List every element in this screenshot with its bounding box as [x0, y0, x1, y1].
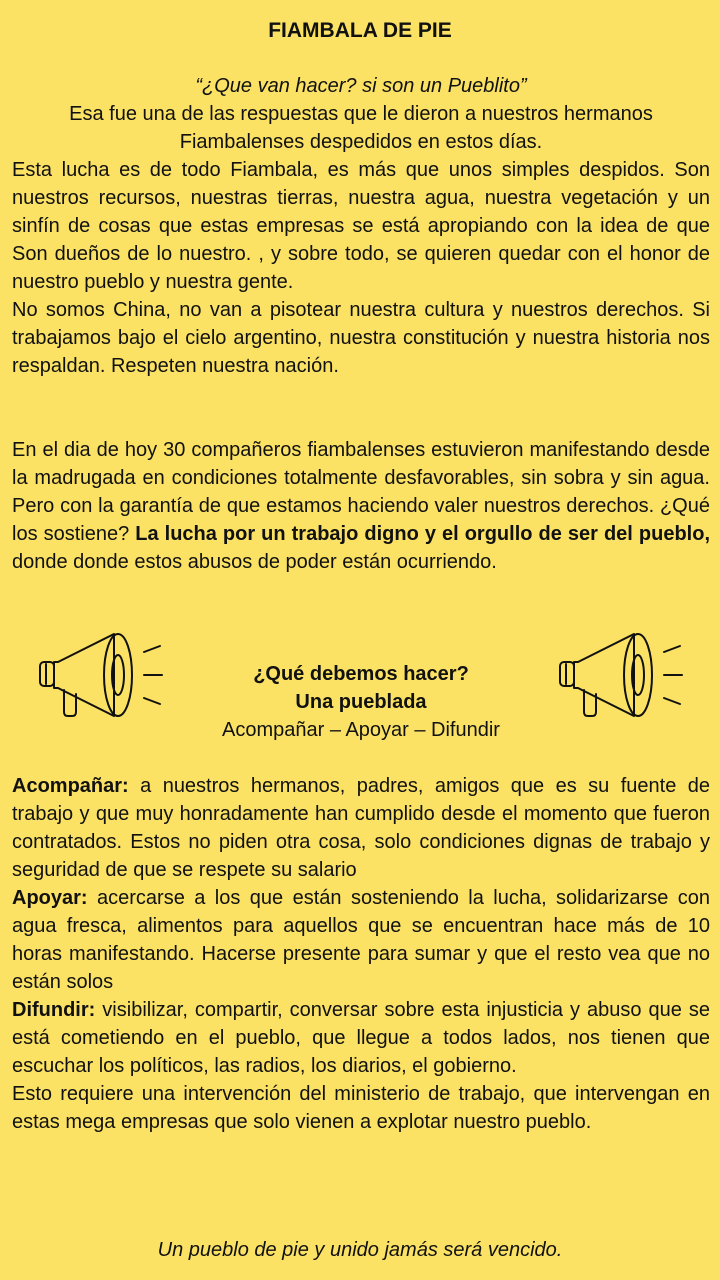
closing-paragraph: Esto requiere una intervención del ministerio de trabajo, que intervengan en estas mega empresas que solo vienen a explotar nuestro pueblo.: [12, 1083, 710, 1133]
action-apoyar-text: acercarse a los que están sosteniendo la lucha, solidarizarse con agua fresca, alimentos para aquellos que se encuentran hace más de 10 horas manifestando. Hacerse presente para sumar y que el resto vea que no están solos: [12, 887, 710, 993]
actions-section: [12, 772, 710, 1136]
paragraph-3-text-a: En el dia de hoy 30 compañeros fiambalenses estuvieron manifestando desde la madrugada en condiciones totalmente desfavorables, sin sobra y sin agua. Pero con la garantía de que estamos haciendo valer nuestros derechos. ¿Qué los sostiene?: [12, 439, 710, 545]
action-apoyar-label: Apoyar:: [12, 887, 88, 909]
intro-quote: “¿Que van hacer? si son un Pueblito”: [195, 75, 527, 97]
action-acompanar-label: Acompañar:: [12, 775, 129, 797]
intro-line-2: Fiambalenses despedidos en estos días.: [179, 131, 543, 153]
page-title: FIAMBALA DE PIE: [268, 19, 452, 42]
action-difundir-text: visibilizar, compartir, conversar sobre esta injusticia y abuso que se está cometiendo en el pueblo, que llegue a todos lados, nos tienen que escuchar los políticos, las radios, los diarios, el gobierno.: [12, 999, 710, 1077]
paragraph-1: Esta lucha es de todo Fiambala, es más que unos simples despidos. Son nuestros recursos, nuestras tierras, nuestra agua, nuestra vegetación y un sinfín de cosas que estas empresas se está apropiando con la idea de que Son dueños de lo nuestro. , y sobre todo, se quieren quedar con el honor de nuestro pueblo y nuestra gente.: [12, 159, 710, 293]
call-question: ¿Qué debemos hacer?: [253, 663, 469, 685]
intro: [12, 72, 710, 156]
action-apoyar: [12, 884, 710, 996]
intro-line-1: Esa fue una de las respuestas que le dieron a nuestros hermanos: [69, 103, 653, 125]
body-section-1: [12, 156, 710, 380]
paragraph-3-bold: La lucha por un trabajo digno y el orgullo de ser del pueblo,: [135, 523, 710, 545]
paragraph-3-text-b: donde donde estos abusos de poder están ocurriendo.: [12, 551, 497, 573]
call-actions: Acompañar – Apoyar – Difundir: [222, 719, 500, 741]
body-section-2: [12, 436, 710, 576]
paragraph-2: No somos China, no van a pisotear nuestra cultura y nuestros derechos. Si trabajamos bajo el cielo argentino, nuestra constitución y nuestra historia nos respaldan. Respeten nuestra nación.: [12, 299, 710, 377]
action-acompanar: [12, 772, 710, 884]
action-difundir-label: Difundir:: [12, 999, 96, 1021]
call-answer: Una pueblada: [295, 691, 427, 713]
action-difundir: [12, 996, 710, 1080]
closing-slogan: Un pueblo de pie y unido jamás será vencido.: [157, 1239, 563, 1261]
action-acompanar-text: a nuestros hermanos, padres, amigos que es su fuente de trabajo y que muy honradamente han cumplido desde el momento que fueron contratados. Estos no piden otra cosa, solo condiciones dignas de trabajo y seguridad de que se respete su salario: [12, 775, 710, 881]
paragraph-3: [12, 436, 710, 576]
megaphone-icon: [556, 628, 686, 728]
